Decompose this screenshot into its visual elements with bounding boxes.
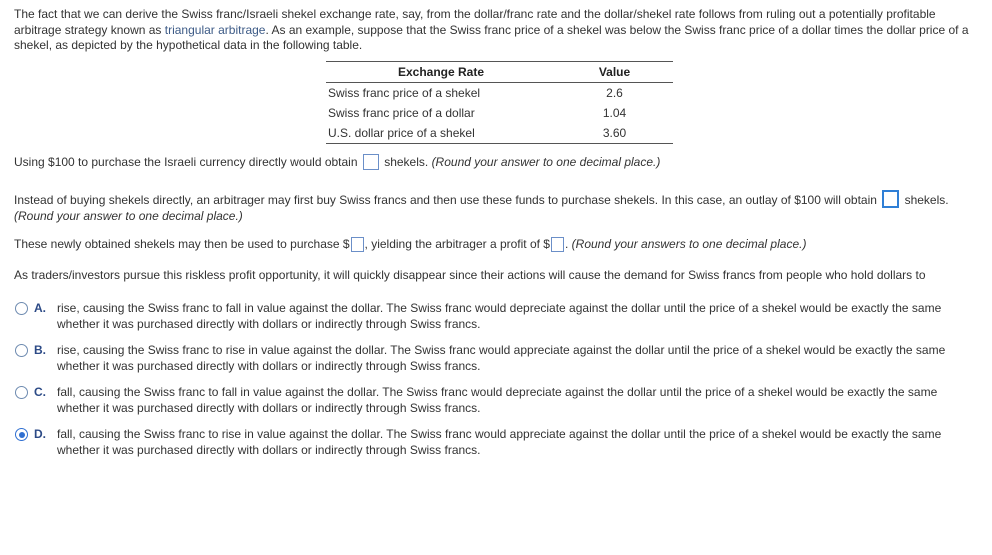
option-a-text: rise, causing the Swiss franc to fall in value against the dollar. The Swiss franc would depreciate against the dollar until the price of a shekel would be exactly the same whether it was purchased directly with dollars or indirectly through Swiss francs. (57, 301, 942, 331)
exchange-rate-table (326, 61, 673, 144)
option-c-radio[interactable] (15, 386, 28, 399)
triangular-arbitrage-link[interactable]: triangular arbitrage (164, 22, 266, 37)
row-value: 1.04 (602, 105, 627, 120)
option-d-radio-selected[interactable] (15, 428, 28, 441)
q3-hint: (Round your answers to one decimal place.) (571, 237, 807, 251)
intro-text-2: . As an example, suppose that the Swiss franc price of a shekel was below the Swiss franc price of a dollar times the dollar price of a shekel, as depicted by the hypothetical data in the following table. (14, 22, 969, 52)
row-value: 2.6 (606, 85, 623, 100)
q3-text: These newly obtained shekels may then be used to purchase $ (14, 237, 350, 251)
option-b[interactable] (14, 343, 982, 374)
option-c-letter: C. (34, 385, 46, 399)
option-d-letter: D. (34, 427, 46, 441)
option-b-radio[interactable] (15, 344, 28, 357)
shekels-indirect-input[interactable] (882, 190, 899, 208)
intro-paragraph (14, 7, 982, 54)
q1-unit: shekels. (380, 154, 432, 169)
table-row (326, 82, 673, 103)
option-d-text: fall, causing the Swiss franc to rise in value against the dollar. The Swiss franc would appreciate against the dollar until the price of a shekel would be exactly the same whether it was purchased directly with dollars or indirectly through Swiss francs. (57, 427, 942, 457)
q2-unit: shekels. (901, 193, 949, 207)
row-label: Swiss franc price of a dollar (328, 105, 475, 120)
q2-text: Instead of buying shekels directly, an arbitrager may first buy Swiss francs and then use these funds to purchase shekels. In this case, an outlay of $100 will obtain (14, 193, 881, 207)
table-row (326, 103, 673, 123)
q1-hint: (Round your answer to one decimal place.) (431, 154, 661, 169)
question-2 (14, 190, 982, 224)
option-c[interactable] (14, 385, 982, 416)
shekels-direct-input[interactable] (363, 154, 379, 170)
q1-text: Using $100 to purchase the Israeli currency directly would obtain (14, 154, 361, 169)
question-4: As traders/investors pursue this riskless profit opportunity, it will quickly disappear since their actions will cause the demand for Swiss francs from people who hold dollars to (14, 267, 926, 282)
question-3 (14, 237, 982, 253)
question-1 (14, 154, 982, 171)
table-row (326, 123, 673, 144)
option-b-letter: B. (34, 343, 46, 357)
intro-text-1: The fact that we can derive the Swiss franc/Israeli shekel exchange rate, say, from the dollar/franc rate and the dollar/shekel rate follows from ruling out a potentially profitable arbitrage strategy known as (14, 7, 936, 37)
row-label: U.S. dollar price of a shekel (326, 123, 556, 144)
dollars-purchased-input[interactable] (351, 237, 364, 252)
option-b-text: rise, causing the Swiss franc to rise in value against the dollar. The Swiss franc would appreciate against the dollar until the price of a shekel would be exactly the same whether it was purchased directly with dollars or indirectly through Swiss francs. (57, 343, 946, 373)
table-header-row (326, 61, 673, 82)
row-value: 3.60 (556, 123, 673, 144)
header-exchange-rate: Exchange Rate (326, 61, 556, 82)
option-a-radio[interactable] (15, 302, 28, 315)
question-content (14, 7, 982, 469)
q3-mid-text: , yielding the arbitrager a profit of $ (364, 237, 550, 251)
option-a[interactable] (14, 301, 982, 332)
answer-options (14, 301, 982, 458)
option-c-text: fall, causing the Swiss franc to fall in value against the dollar. The Swiss franc would depreciate against the dollar until the price of a shekel would be exactly the same whether it was purchased directly with dollars or indirectly through Swiss francs. (57, 385, 938, 415)
header-value: Value (556, 61, 673, 82)
profit-input[interactable] (551, 237, 564, 252)
q2-hint: (Round your answer to one decimal place.) (14, 208, 243, 223)
option-a-letter: A. (34, 301, 46, 315)
q3-end: . (564, 237, 572, 251)
option-d[interactable] (14, 427, 982, 458)
row-label: Swiss franc price of a shekel (328, 85, 481, 100)
